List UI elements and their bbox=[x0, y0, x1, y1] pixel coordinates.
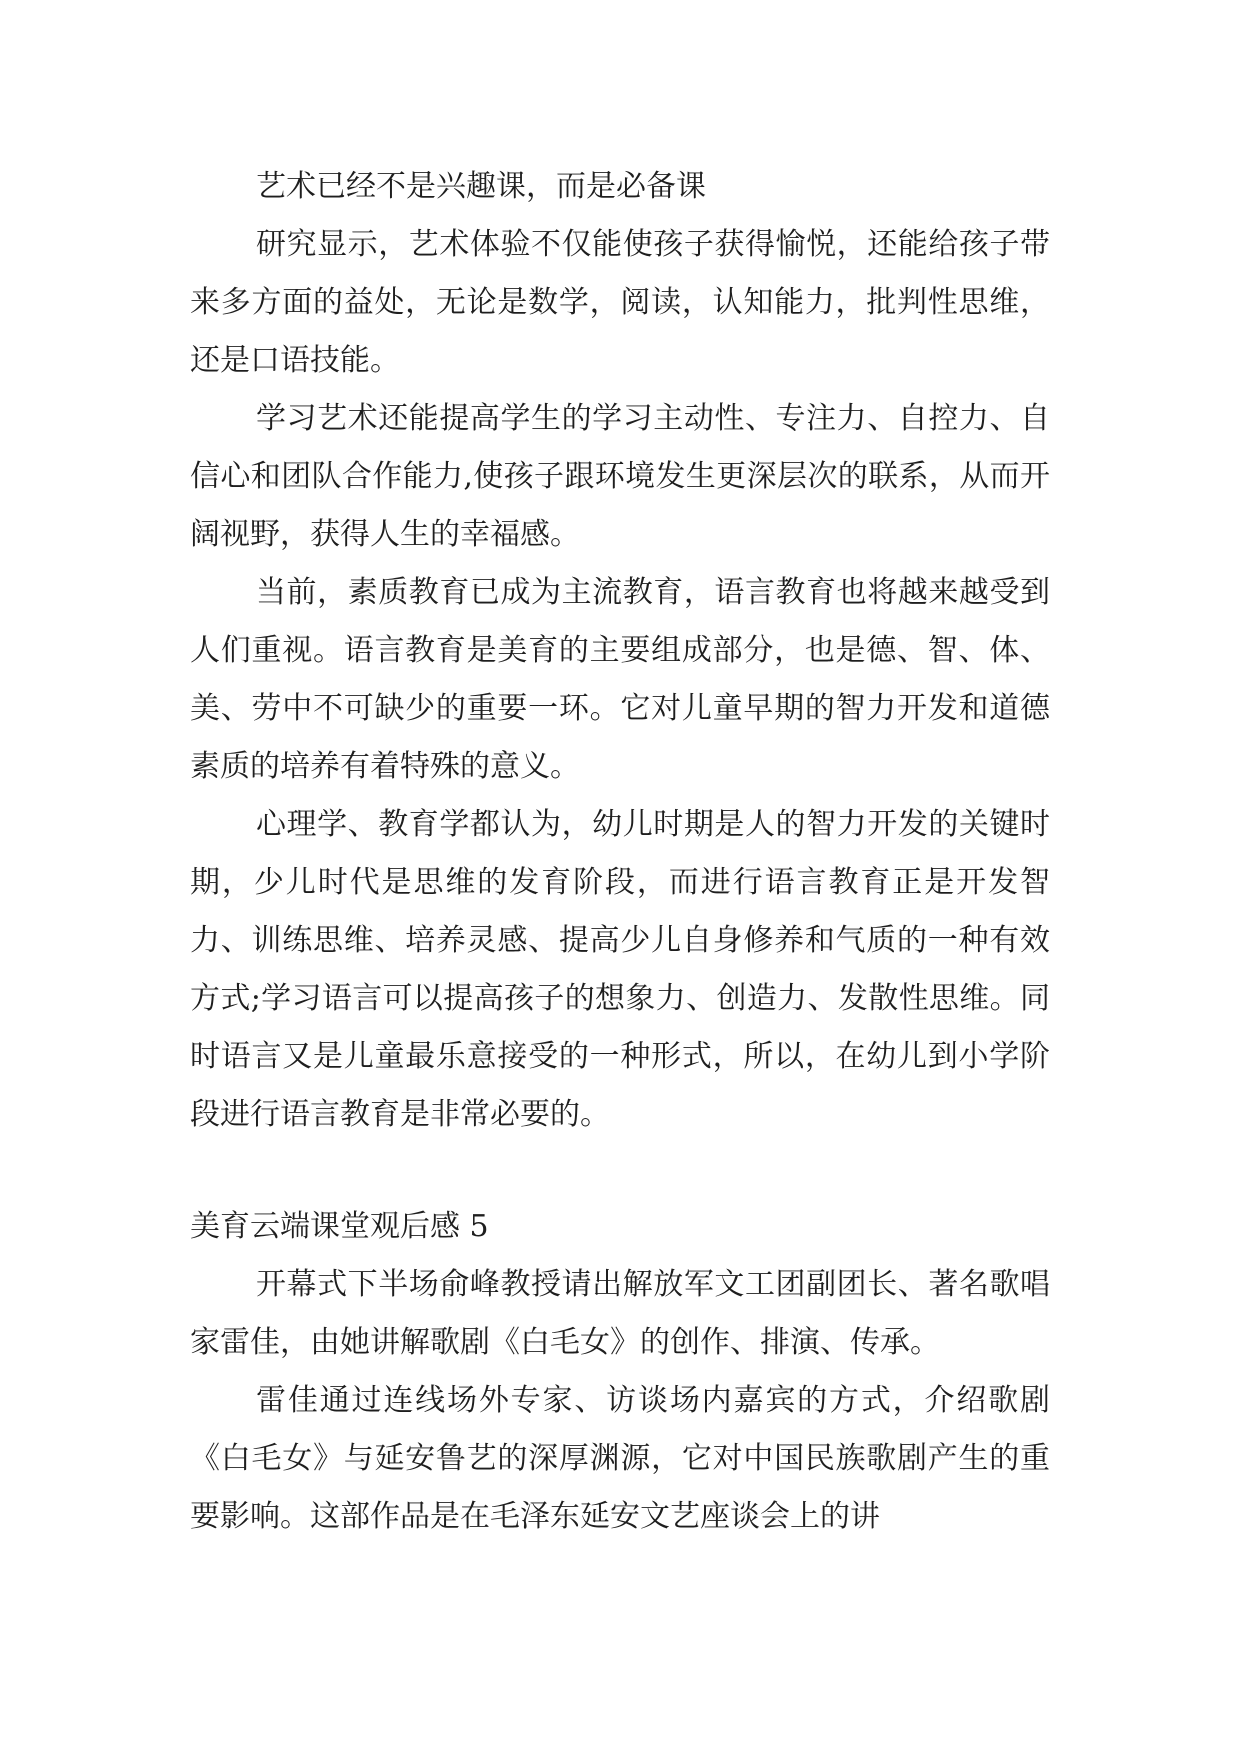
paragraph: 当前，素质教育已成为主流教育，语言教育也将越来越受到人们重视。语言教育是美育的主要组成部分，也是德、智、体、美、劳中不可缺少的重要一环。它对儿童早期的智力开发和道德素质的培养有着特殊的意义。 bbox=[190, 575, 1050, 784]
document-body bbox=[190, 158, 1050, 1546]
paragraph: 开幕式下半场俞峰教授请出解放军文工团副团长、著名歌唱家雷佳，由她讲解歌剧《白毛女》的创作、排演、传承。 bbox=[190, 1267, 1050, 1360]
section-title: 美育云端课堂观后感 5 bbox=[190, 1209, 489, 1244]
paragraph: 雷佳通过连线场外专家、访谈场内嘉宾的方式，介绍歌剧《白毛女》与延安鲁艺的深厚渊源，它对中国民族歌剧产生的重要影响。这部作品是在毛泽东延安文艺座谈会上的讲 bbox=[190, 1383, 1050, 1534]
paragraph-heading-art: 艺术已经不是兴趣课，而是必备课 bbox=[256, 169, 706, 204]
paragraph: 研究显示，艺术体验不仅能使孩子获得愉悦，还能给孩子带来多方面的益处，无论是数学，阅读，认知能力，批判性思维，还是口语技能。 bbox=[190, 227, 1050, 378]
paragraph: 心理学、教育学都认为，幼儿时期是人的智力开发的关键时期，少儿时代是思维的发育阶段，而进行语言教育正是开发智力、训练思维、培养灵感、提高少儿自身修养和气质的一种有效方式;学习语言可以提高孩子的想象力、创造力、发散性思维。同时语言又是儿童最乐意接受的一种形式，所以，在幼儿到小学阶段进行语言教育是非常必要的。 bbox=[190, 807, 1050, 1132]
paragraph: 学习艺术还能提高学生的学习主动性、专注力、自控力、自信心和团队合作能力,使孩子跟环境发生更深层次的联系，从而开阔视野，获得人生的幸福感。 bbox=[190, 401, 1050, 552]
